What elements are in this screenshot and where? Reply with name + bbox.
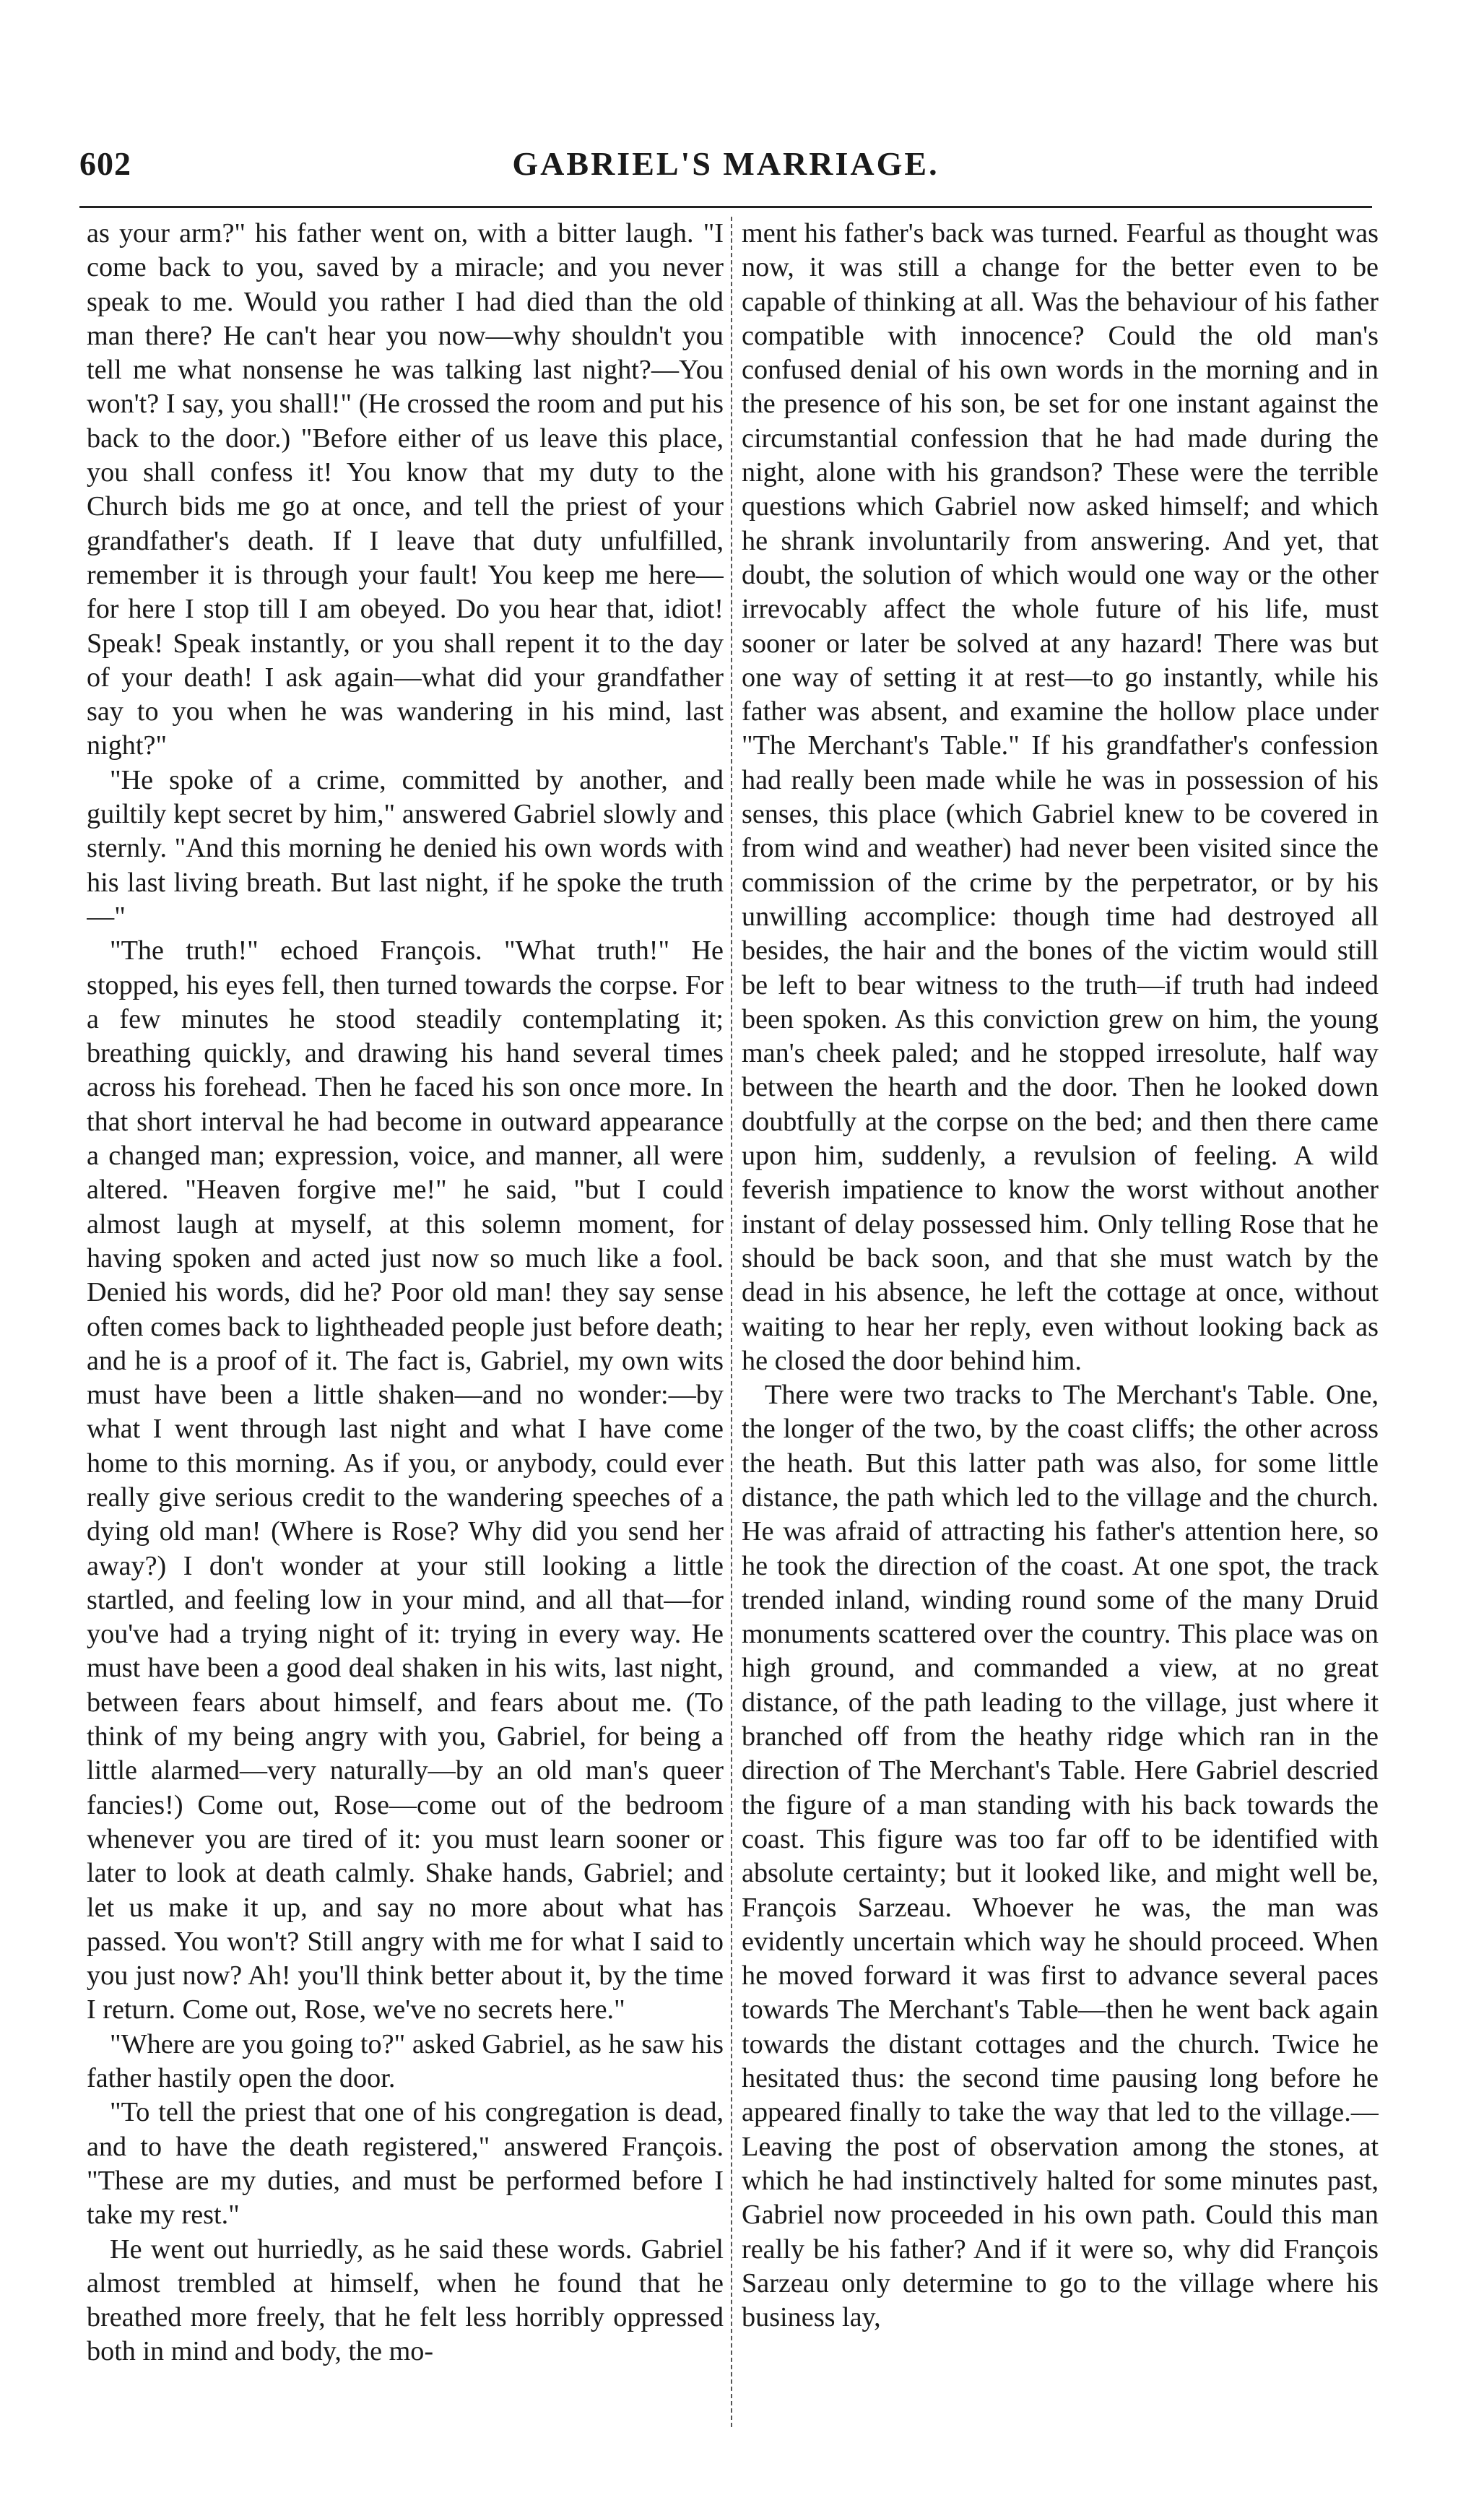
right-column	[742, 217, 1379, 2442]
left-column	[87, 217, 724, 2442]
paragraph: ment his father's back was turned. Fearful as thought was now, it was still a change for the better even to be capable of thinking at all. Was the behaviour of his father compatible with innocence? Could the old man's confused denial of his own words in the morning and in the presence of his son, be set for one instant against the circumstantial confession that he had made during the night, alone with his grandson? These were the terrible questions which Gabriel now asked himself; and which he shrank involuntarily from answering. And yet, that doubt, the solution of which would one way or the other irrevocably affect the whole future of his life, must sooner or later be solved at any hazard! There was but one way of setting it at rest—to go instantly, while his father was absent, and examine the hollow place under "The Merchant's Table." If his grandfather's confession had really been made while he was in possession of his senses, this place (which Gabriel knew to be covered in from wind and weather) had never been visited since the commission of the crime by the perpetrator, or by his unwilling accomplice: though time had destroyed all besides, the hair and the bones of the victim would still be left to bear witness to the truth—if truth had indeed been spoken. As this conviction grew on him, the young man's cheek paled; and he stopped irresolute, half way between the hearth and the door. Then he looked down doubtfully at the corpse on the bed; and then there came upon him, suddenly, a revulsion of feeling. A wild feverish impatience to know the worst without another instant of delay possessed him. Only telling Rose that he should be back soon, and that she must watch by the dead in his absence, he left the cottage at once, without waiting to hear her reply, even without looking back as he closed the door behind him.	[742, 218, 1379, 1376]
paragraph: He went out hurriedly, as he said these words. Gabriel almost trembled at himself, when he found that he breathed more freely, that he felt less horribly oppressed both in mind and body, the mo-	[87, 2234, 724, 2367]
header-rule	[79, 206, 1372, 208]
paragraph: "He spoke of a crime, committed by another, and guiltily kept secret by him," answered Gabriel slowly and sternly. "And this morning he denied his own words with his last living breath. But last night, if he spoke the truth—"	[87, 764, 724, 932]
paragraph: There were two tracks to The Merchant's Table. One, the longer of the two, by the coast cliffs; the other across the heath. But this latter path was also, for some little distance, the path which led to the village and the church. He was afraid of attracting his father's attention here, so he took the direction of the coast. At one spot, the track trended inland, winding round some of the many Druid monuments scattered over the country. This place was on high ground, and commanded a view, at no great distance, of the path leading to the village, just where it branched off from the heathy ridge which ran in the direction of The Merchant's Table. Here Gabriel descried the figure of a man standing with his back towards the coast. This figure was too far off to be identified with absolute certainty; but it looked like, and might well be, François Sarzeau. Whoever he was, the man was evidently uncertain which way he should proceed. When he moved forward it was first to advance several paces towards The Merchant's Table—then he went back again towards the distant cottages and the church. Twice he hesitated thus: the second time pausing long before he appeared finally to take the way that led to the village.—Leaving the post of observation among the stones, at which he had instinctively halted for some minutes past, Gabriel now proceeded in his own path. Could this man really be his father? And if it were so, why did François Sarzeau only determine to go to the village where his business lay,	[742, 1380, 1379, 2333]
paragraph: "The truth!" echoed François. "What truth!" He stopped, his eyes fell, then turned towards the corpse. For a few minutes he stood steadily contemplating it; breathing quickly, and drawing his hand several times across his forehead. Then he faced his son once more. In that short interval he had become in outward appearance a changed man; expression, voice, and manner, all were altered. "Heaven forgive me!" he said, "but I could almost laugh at myself, at this solemn moment, for having spoken and acted just now so much like a fool. Denied his words, did he? Poor old man! they say sense often comes back to lightheaded people just before death; and he is a proof of it. The fact is, Gabriel, my own wits must have been a little shaken—and no wonder:—by what I went through last night and what I have come home to this morning. As if you, or anybody, could ever really give serious credit to the wandering speeches of a dying old man! (Where is Rose? Why did you send her away?) I don't wonder at your still looking a little startled, and feeling low in your mind, and all that—for you've had a trying night of it: trying in every way. He must have been a good deal shaken in his wits, last night, between fears about himself, and fears about me. (To think of my being angry with you, Gabriel, for being a little alarmed—very naturally—by an old man's queer fancies!) Come out, Rose—come out of the bedroom whenever you are tired of it: you must learn sooner or later to look at death calmly. Shake hands, Gabriel; and let us make it up, and say no more about what has passed. You won't? Still angry with me for what I said to you just now? Ah! you'll think better about it, by the time I return. Come out, Rose, we've no secrets here."	[87, 935, 724, 2025]
page-header	[79, 144, 1372, 196]
paragraph: "Where are you going to?" asked Gabriel, as he saw his father hastily open the door.	[87, 2028, 724, 2094]
column-divider	[731, 217, 732, 2427]
paragraph: "To tell the priest that one of his congregation is dead, and to have the death registered," answered François. "These are my duties, and must be performed before I take my rest."	[87, 2097, 724, 2231]
running-title: GABRIEL'S MARRIAGE.	[512, 145, 940, 182]
paragraph: as your arm?" his father went on, with a bitter laugh. "I come back to you, saved by a miracle; and you never speak to me. Would you rather I had died than the old man there? He can't hear you now—why shouldn't you tell me what nonsense he was talking last night?—You won't? I say, you shall!" (He crossed the room and put his back to the door.) "Before either of us leave this place, you shall confess it! You know that my duty to the Church bids me go at once, and tell the priest of your grandfather's death. If I leave that duty unfulfilled, remember it is through your fault! You keep me here—for here I stop till I am obeyed. Do you hear that, idiot! Speak! Speak instantly, or you shall repent it to the day of your death! I ask again—what did your grandfather say to you when he was wandering in his mind, last night?"	[87, 218, 724, 761]
page-number: 602	[79, 145, 131, 182]
